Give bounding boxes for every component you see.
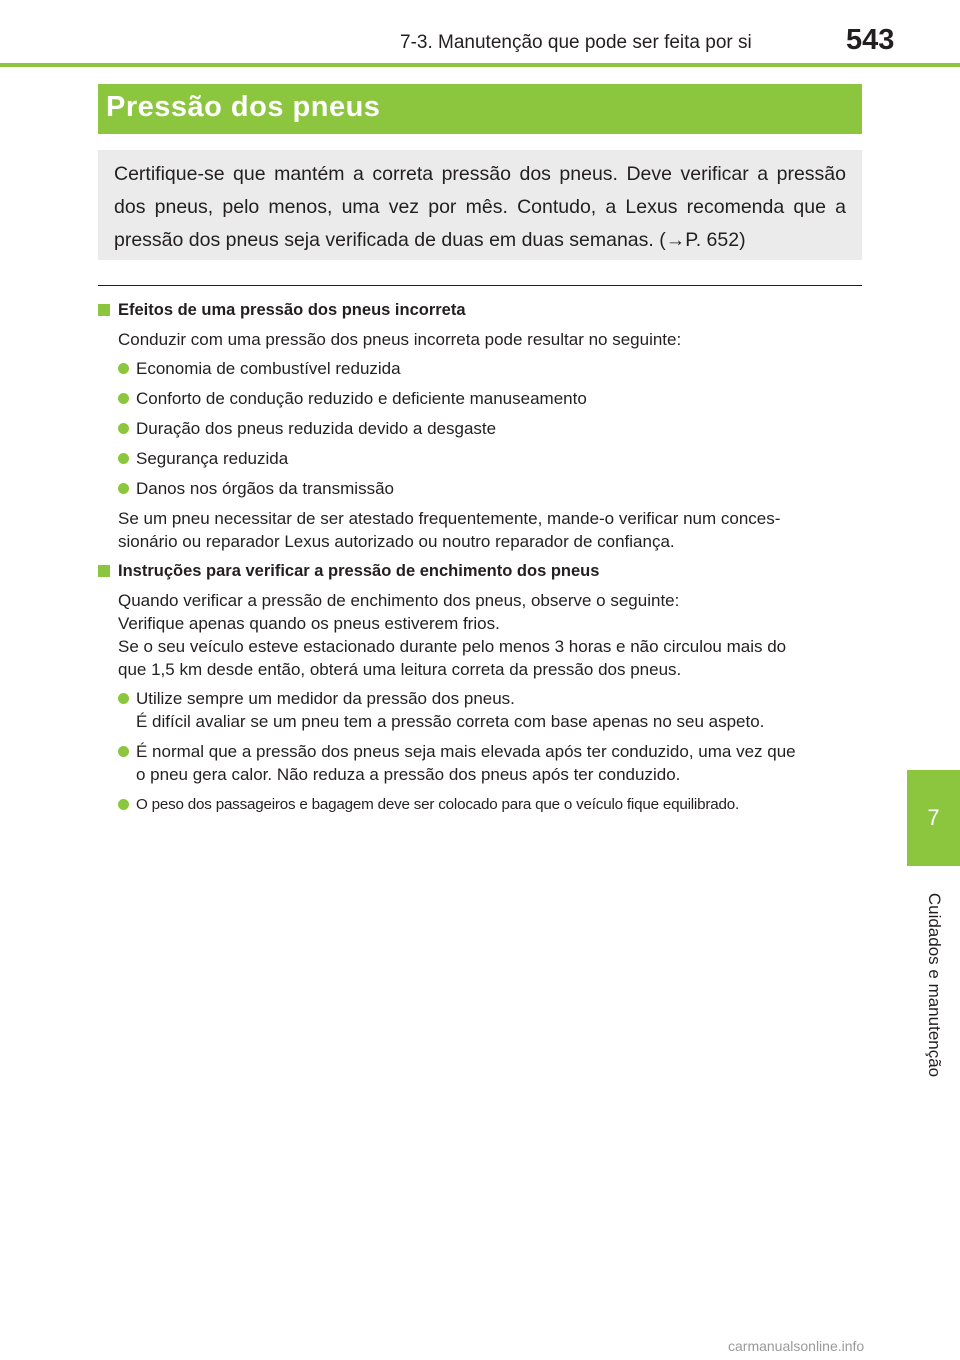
list-item: Danos nos órgãos da transmissão — [98, 477, 864, 500]
content — [98, 298, 864, 823]
square-bullet-icon — [98, 304, 110, 316]
list-item: O peso dos passageiros e bagagem deve ser colocado para que o veículo fique equilibrado. — [98, 793, 864, 816]
watermark: carmanualsonline.info — [728, 1338, 865, 1354]
section-heading-instructions: Instruções para verificar a pressão de enchimento dos pneus — [98, 559, 864, 583]
list-item: É normal que a pressão dos pneus seja mais elevada após ter conduzido, uma vez que o pneu gera calor. Não reduza a pressão dos pneus após ter conduzido. — [98, 740, 864, 786]
bullet-dot-icon — [118, 693, 129, 704]
header-rule — [0, 63, 960, 67]
bullet-dot-icon — [118, 746, 129, 757]
list-item: Conforto de condução reduzido e deficiente manuseamento — [98, 387, 864, 410]
chapter-label: Cuidados e manutenção — [925, 892, 944, 1078]
bullet-dot-icon — [118, 483, 129, 494]
bullet-dot-icon — [118, 363, 129, 374]
section-heading-effects: Efeitos de uma pressão dos pneus incorreta — [98, 298, 864, 322]
page-number: 543 — [846, 24, 895, 56]
bullet-dot-icon — [118, 423, 129, 434]
list-item: Segurança reduzida — [98, 447, 864, 470]
section-note: Se um pneu necessitar de ser atestado frequentemente, mande-o verificar num conces- sionário ou reparador Lexus autorizado ou noutro reparador de confiança. — [118, 509, 781, 551]
bullet-dot-icon — [118, 453, 129, 464]
bullet-dot-icon — [118, 799, 129, 810]
bullet-dot-icon — [118, 393, 129, 404]
section-lead: Quando verificar a pressão de enchimento dos pneus, observe o seguinte: Verifique apenas quando os pneus estiverem frios. Se o seu veículo esteve estacionado durante pelo menos 3 horas e não circulou mais do que 1,5 km desde então, obterá uma leitura correta da pressão dos pneus. — [118, 591, 787, 679]
section-reference: 7-3. Manutenção que pode ser feita por si — [400, 32, 752, 53]
list-item: Duração dos pneus reduzida devido a desgaste — [98, 417, 864, 440]
intro-box — [98, 150, 862, 260]
chapter-tab: 7 — [907, 770, 960, 866]
page-title: Pressão dos pneus — [98, 84, 862, 134]
square-bullet-icon — [98, 565, 110, 577]
section-lead: Conduzir com uma pressão dos pneus incorreta pode resultar no seguinte: — [118, 330, 682, 349]
list-item: Economia de combustível reduzida — [98, 357, 864, 380]
intro-text: Certifique-se que mantém a correta pressão dos pneus. Deve verificar a pressão dos pneus, pelo menos, uma vez por mês. Contudo, a Lexus recomenda que a pressão dos pneus seja verificada de duas em duas semanas. (→P. 652) — [114, 163, 846, 251]
list-item: Utilize sempre um medidor da pressão dos pneus. É difícil avaliar se um pneu tem a pressão correta com base apenas no seu aspeto. — [98, 687, 864, 733]
divider — [98, 285, 862, 286]
